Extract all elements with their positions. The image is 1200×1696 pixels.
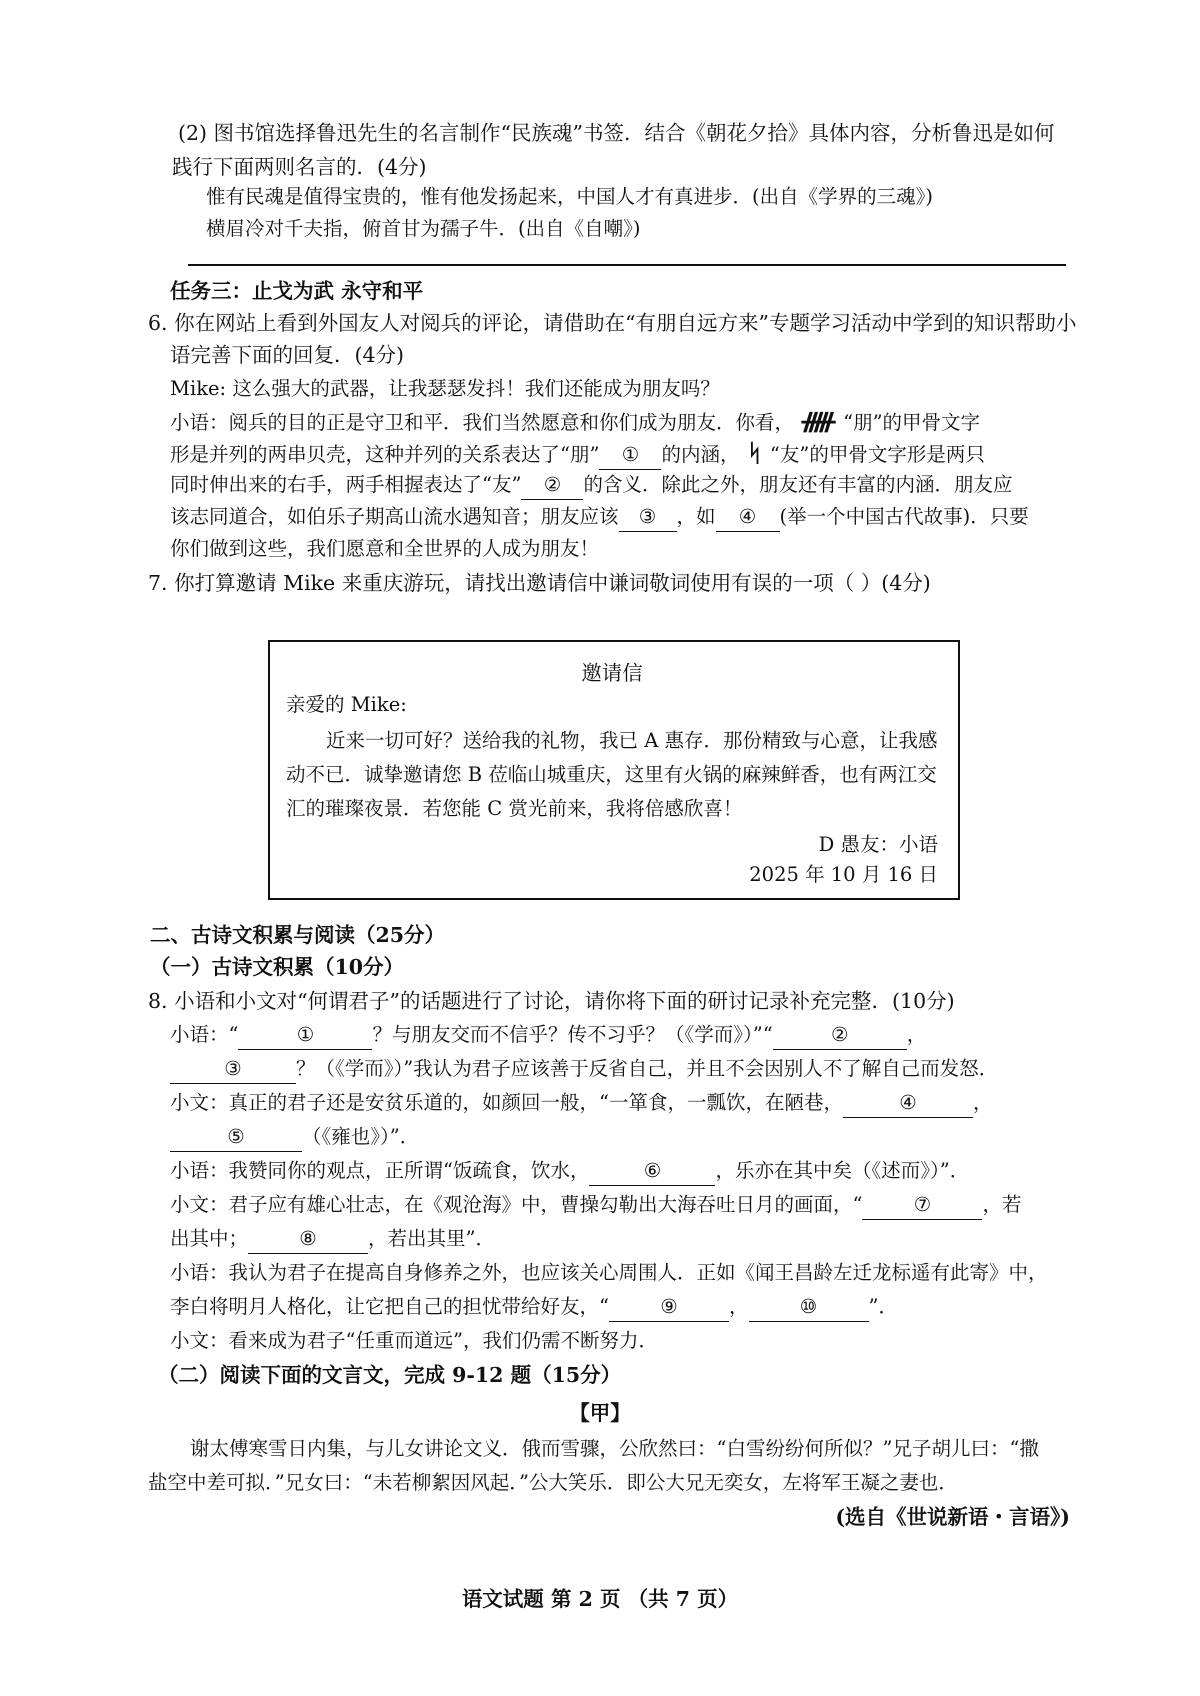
q6-line1: 6. 你在网站上看到外国友人对阅兵的评论，请借助在“有朋自远方来”专题学习活动中学到的知识帮助小 [148,311,1077,335]
reply-text: 同时伸出来的右手，两手相握表达了“友” [170,473,522,496]
dialog-text: ，若出其里”． [368,1227,495,1250]
xiaoyu-reply-line1 [170,404,980,440]
page-footer: 语文试题 第 2 页 （共 7 页） [461,1587,739,1611]
blank-2[interactable]: ② [521,471,583,500]
q8-row2 [170,1052,998,1086]
peng-oracle-glyph-icon: ᚏ [802,406,836,435]
letter-greeting: 亲爱的 Mike: [286,693,407,716]
letter-body-2: 动不已．诚挚邀请您 B 莅临山城重庆，这里有火锅的麻辣鲜香，也有两江交 [286,763,937,786]
q8-row6 [170,1188,1022,1222]
dialog-text: ， [728,1295,749,1318]
q8-row8: 小语：我认为君子在提高自身修养之外，也应该关心周围人．正如《闻王昌龄左迁龙标遥有此寄》中， [170,1261,1048,1284]
letter-date: 2025 年 10 月 16 日 [749,863,938,886]
task3-title: 任务三：止戈为武 永守和平 [170,279,424,303]
blank-1[interactable]: ① [238,1021,372,1050]
reply-text: 的含义．除此之外，朋友还有丰富的内涵．朋友应 [583,473,1013,496]
dialog-text: 小文：真正的君子还是安贫乐道的，如颜回一般，“一箪食，一瓢饮，在陋巷， [170,1091,843,1114]
blank-8[interactable]: ⑧ [248,1225,368,1254]
blank-5[interactable]: ⑤ [170,1123,302,1152]
reply-text: (举一个中国古代故事)．只要 [779,505,1029,528]
dialog-text: 小文：君子应有雄心壮志，在《观沧海》中，曹操勾勒出大海吞吐日月的画面，“ [170,1193,863,1216]
blank-3[interactable]: ③ [170,1055,296,1084]
blank-9[interactable]: ⑨ [609,1293,729,1322]
dialog-text: （《雍也》）”． [302,1125,420,1148]
quote-1: 惟有民魂是值得宝贵的，惟有他发扬起来，中国人才有真进步．(出自《学界的三魂》) [206,185,933,208]
reply-text: “友”的甲骨文字形是两只 [769,443,985,466]
text-jia-p1: 谢太傅寒雪日内集，与儿女讲论文义．俄而雪骤，公欣然曰：“白雪纷纷何所似？”兄子胡儿曰：“撒 [190,1437,1039,1460]
dialog-text: 出其中； [170,1227,249,1250]
xiaoyu-reply-line5: 你们做到这些，我们愿意和全世界的人成为朋友！ [170,537,600,560]
q8-line: 8. 小语和小文对“何谓君子”的话题进行了讨论，请你将下面的研讨记录补充完整．(10分) [148,989,955,1013]
dialog-text: ，乐亦在其中矣（《述而》）”． [715,1159,970,1182]
letter-title: 邀请信 [581,661,643,685]
letter-body-1: 近来一切可好？送给我的礼物，我已 A 惠存．那份精致与心意，让我感 [326,729,938,752]
blank-1[interactable]: ① [599,441,661,470]
text-jia-p2: 盐空中差可拟．”兄女曰：“未若柳絮因风起．”公大笑乐．即公大兄无奕女，左将军王凝之妻也． [148,1471,958,1494]
dialog-text: ，若 [982,1193,1022,1216]
answer-line[interactable] [188,264,1066,266]
dialog-text: ？与朋友交而不信乎？传不习乎？（《学而》）”“ [372,1023,773,1046]
q8-row5 [170,1154,969,1188]
reply-text-b: “朋”的甲骨文字 [843,411,981,434]
quote-2: 横眉冷对千夫指，俯首甘为孺子牛．(出自《自嘲》) [206,217,641,240]
xiaoyu-reply-line4 [170,500,1029,534]
q6-line2: 语完善下面的回复．(4分) [170,343,405,367]
dialog-text: ， [972,1091,993,1114]
section2-sub2: （二）阅读下面的文言文，完成 9-12 题（15分） [158,1363,622,1387]
xiaoyu-reply-line3 [170,468,1012,502]
reply-text: ，如 [676,505,716,528]
q8-row10: 小文：看来成为君子“任重而道远”，我们仍需不断努力． [170,1329,658,1352]
reply-text-a: 小语：阅兵的目的正是守卫和平．我们当然愿意和你们成为朋友．你看， [170,411,795,434]
mike-comment: Mike: 这么强大的武器，让我瑟瑟发抖！我们还能成为朋友吗？ [170,377,720,400]
q8-row9 [170,1290,898,1324]
blank-4[interactable]: ④ [716,503,780,532]
q8-row3 [170,1086,993,1120]
dialog-text: ”． [868,1295,898,1318]
q5-2-line1: (2) 图书馆选择鲁迅先生的名言制作“民族魂”书签．结合《朝花夕拾》具体内容，分析鲁迅是如何 [178,121,1055,145]
xiaoyu-reply-line2 [170,436,985,472]
blank-7[interactable]: ⑦ [862,1191,982,1220]
section2-sub1: （一）古诗文积累（10分） [150,955,405,979]
section2-title: 二、古诗文积累与阅读（25分） [150,923,446,947]
dialog-text: 小语：“ [170,1023,239,1046]
q7-line: 7. 你打算邀请 Mike 来重庆游玩，请找出邀请信中谦词敬词使用有误的一项（ ）(4分) [148,571,931,595]
blank-3[interactable]: ③ [619,503,677,532]
reply-text: 形是并列的两串贝壳，这种并列的关系表达了“朋” [170,443,600,466]
q5-2-line2: 践行下面两则名言的．(4分) [172,155,427,179]
dialog-text: ， [906,1023,927,1046]
you-oracle-glyph-icon: ᛋ [747,438,762,467]
blank-6[interactable]: ⑥ [589,1157,715,1186]
blank-10[interactable]: ⑩ [749,1293,869,1322]
letter-body-3: 汇的璀璨夜景．若您能 C 赏光前来，我将倍感欣喜！ [286,797,743,820]
dialog-text: 小语：我赞同你的观点，正所谓“饭疏食，饮水， [170,1159,590,1182]
reply-text: 该志同道合，如伯乐子期高山流水遇知音；朋友应该 [170,505,619,528]
q8-row4 [170,1120,419,1154]
dialog-text: 李白将明月人格化，让它把自己的担忧带给好友，“ [170,1295,609,1318]
letter-signature: D 愚友：小语 [818,833,938,856]
reply-text: 的内涵， [661,443,740,466]
text-jia-source: (选自《世说新语・言语》) [835,1505,1070,1529]
text-jia-label: 【甲】 [569,1401,631,1425]
q8-row7 [170,1222,495,1256]
blank-2[interactable]: ② [773,1021,907,1050]
q8-row1 [170,1018,926,1052]
blank-4[interactable]: ④ [843,1089,973,1118]
dialog-text: ？（《学而》）”我认为君子应该善于反省自己，并且不会因别人不了解自己而发怒． [296,1057,999,1080]
